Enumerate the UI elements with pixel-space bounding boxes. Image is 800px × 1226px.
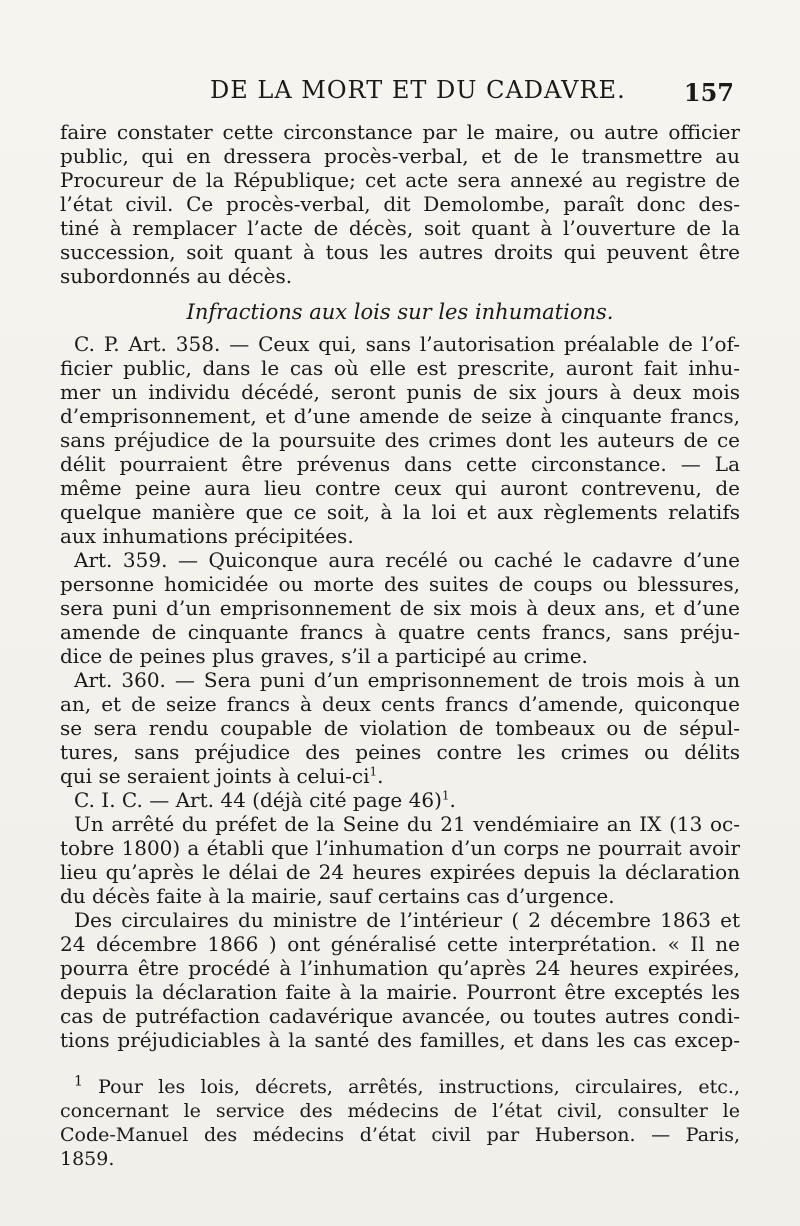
article-text: — Quiconque aura recélé ou caché le cadavre d’une (178, 548, 740, 572)
footnote-reference: 1 (369, 764, 378, 779)
text-line: tobre 1800) a établi que l’inhumation d’un corps ne pourrait avoir (60, 836, 740, 860)
text-line: an, et de seize francs à deux cents francs d’amende, quiconque (60, 692, 740, 716)
text-line (60, 668, 740, 692)
text-line: Un arrêté du préfet de la Seine du 21 vendémiaire an IX (13 oc- (74, 812, 740, 836)
article-359 (60, 548, 740, 668)
footnote-reference: 1 (441, 788, 450, 803)
footnote-marker: 1 (74, 1073, 83, 1090)
text-line: subordonnés au décès. (60, 264, 293, 288)
text-line: Des circulaires du ministre de l’intérieur ( 2 décembre 1863 et (74, 908, 740, 932)
paragraph-continuation (60, 120, 740, 288)
text-line: tures, sans préjudice des peines contre les crimes ou délits (60, 740, 740, 764)
text-line: ficier public, dans le cas où elle est prescrite, auront fait inhu- (60, 356, 740, 380)
text-line: Procureur de la République; cet acte sera annexé au registre de (60, 168, 740, 192)
article-text: qui se seraient joints à celui-ci (60, 764, 370, 788)
text-line: faire constater cette circonstance par le maire, ou autre officier (60, 120, 740, 144)
text-line: aux inhumations précipitées. (60, 524, 354, 548)
text-line: l’état civil. Ce procès-verbal, dit Demolombe, paraît donc des- (60, 192, 740, 216)
article-ref: C. I. C. (74, 788, 143, 812)
text-line: public, qui en dressera procès-verbal, et de le transmettre au (60, 144, 740, 168)
text-line: quelque manière que ce soit, à la loi et aux règlements relatifs (60, 500, 740, 524)
page-number: 157 (683, 78, 734, 107)
article-ref: Art. 359. (74, 548, 168, 572)
section-title: Infractions aux lois sur les inhumations. (186, 300, 614, 324)
text-line: tions préjudiciables à la santé des familles, et dans les cas excep- (60, 1028, 740, 1052)
article-360 (60, 668, 740, 788)
text-line: 24 décembre 1866 ) ont généralisé cette interprétation. « Il ne (60, 932, 740, 956)
text-line: C. I. C. — Art. 44 (déjà cité page 46)$^1$. (74, 788, 456, 812)
paragraph-circulaires (60, 908, 740, 1052)
text-line: depuis la déclaration faite à la mairie. Pourront être exceptés les (60, 980, 740, 1004)
text-line: tiné à remplacer l’acte de décès, soit quant à l’ouverture de la (60, 216, 740, 240)
text-line: pourra être procédé à l’inhumation qu’après 24 heures expirées, (60, 956, 740, 980)
text-line: délit pourraient être prévenus dans cette circonstance. — La (60, 452, 740, 476)
text-line: dice de peines plus graves, s’il a participé au crime. (60, 644, 588, 668)
article-text: — Sera puni d’un emprisonnement de trois mois à un (174, 668, 741, 692)
article-text: — Ceux qui, sans l’autorisation préalable de l’of- (229, 332, 740, 356)
text-line: cas de putréfaction cadavérique avancée, ou toutes autres condi- (60, 1004, 740, 1028)
footnotes (60, 1075, 740, 1171)
text-line: personne homicidée ou morte des suites de coups ou blessures, (60, 572, 740, 596)
text-line: qui se seraient joints à celui-$ci^1$. (60, 764, 384, 788)
footnote-line: Code-Manuel des médecins d’état civil par Huberson. — Paris, (60, 1124, 740, 1146)
text-line: amende de cinquante francs à quatre cents francs, sans préju- (60, 620, 740, 644)
text-line: sans préjudice de la poursuite des crimes dont les auteurs de ce (60, 428, 740, 452)
page-header (60, 70, 740, 110)
footnote-line (60, 1075, 740, 1099)
text-line: sera puni d’un emprisonnement de six mois à deux ans, et d’une (60, 596, 740, 620)
text-line: lieu qu’après le délai de 24 heures expirées depuis la déclaration (60, 860, 740, 884)
footnote-line: 1859. (60, 1148, 115, 1170)
text-line: d’emprisonnement, et d’une amende de seize à cinquante francs, (60, 404, 740, 428)
article-ref: Art. 360. (74, 668, 166, 692)
text-line: du décès faite à la mairie, sauf certains cas d’urgence. (60, 884, 615, 908)
text-line (60, 332, 740, 356)
paragraph-arrete (60, 812, 740, 908)
article-text: — Art. 44 (déjà cité page 46) (149, 788, 442, 812)
running-title: DE LA MORT ET DU CADAVRE. (210, 76, 626, 104)
footnote-line: concernant le service des médecins de l’état civil, consulter le (60, 1100, 740, 1122)
code-instruction-criminelle (60, 788, 740, 812)
text-line: succession, soit quant à tous les autres droits qui peuvent être (60, 240, 740, 264)
text-line: mer un individu décédé, seront punis de six jours à deux mois (60, 380, 740, 404)
footnote-text: Pour les lois, décrets, arrêtés, instructions, circulaires, etc., (98, 1076, 741, 1098)
text-line (60, 548, 740, 572)
text-line: même peine aura lieu contre ceux qui auront contrevenu, de (60, 476, 740, 500)
page-body (60, 120, 740, 1052)
article-ref: C. P. Art. 358. (74, 332, 221, 356)
text-line: se sera rendu coupable de violation de tombeaux ou de sépul- (60, 716, 740, 740)
article-358 (60, 332, 740, 548)
